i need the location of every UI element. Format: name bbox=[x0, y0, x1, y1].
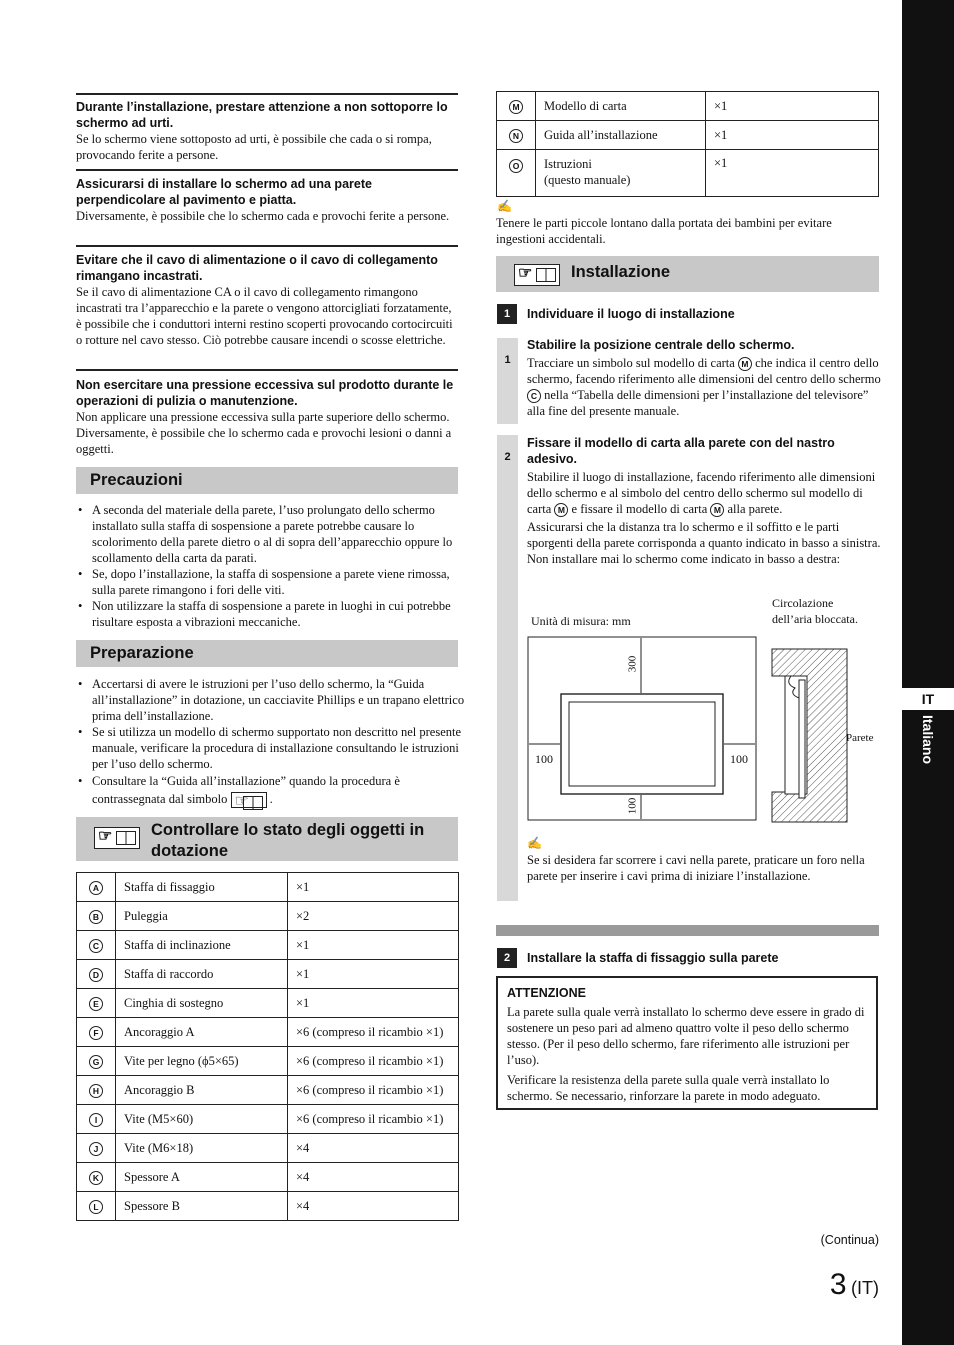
wall-label: Parete bbox=[846, 732, 874, 744]
item-name-detail: (questo manuale) bbox=[544, 173, 631, 187]
item-qty: ×1 bbox=[288, 960, 459, 989]
note-text: Tenere le parti piccole lontano dalla portata dei bambini per evitare ingestioni accidentali. bbox=[496, 216, 832, 246]
warning-title: Non esercitare una pressione eccessiva sul prodotto durante le operazioni di pulizia o manutenzione. bbox=[76, 378, 454, 408]
diagram-unit-label: Unità di misura: mm bbox=[531, 614, 631, 628]
language-label: Italiano bbox=[920, 715, 936, 765]
item-name: Istruzioni bbox=[544, 157, 592, 171]
item-name: Spessore A bbox=[116, 1163, 288, 1192]
table-row bbox=[77, 989, 459, 1018]
table-row bbox=[77, 960, 459, 989]
item-key: M bbox=[738, 357, 752, 371]
substep-bar: 2 bbox=[497, 435, 518, 901]
dimension-right: 100 bbox=[730, 752, 748, 766]
note-icon: ✍ bbox=[527, 836, 542, 850]
dimension-left: 100 bbox=[535, 752, 553, 766]
table-row bbox=[77, 1192, 459, 1221]
item-qty: ×4 bbox=[288, 1163, 459, 1192]
attention-box bbox=[496, 976, 878, 1110]
divider bbox=[76, 93, 458, 95]
items-table bbox=[76, 872, 459, 1221]
item-qty: ×1 bbox=[288, 873, 459, 902]
item-key: B bbox=[89, 910, 103, 924]
item-key: A bbox=[89, 881, 103, 895]
dimension-bottom: 100 bbox=[626, 797, 639, 815]
list-item: • A seconda del materiale della parete, l’uso prolungato dello schermo installato sulla staffa di sospensione a parete potrebbe causare lo scolorimento della parete dietro o al di sopra dell’apparecchio oppure lo scollamento della carta da parati. bbox=[92, 502, 476, 566]
item-key: C bbox=[527, 389, 541, 403]
item-qty: ×4 bbox=[288, 1192, 459, 1221]
section-heading-preparazione: Preparazione bbox=[76, 640, 458, 667]
note-icon: ✍ bbox=[497, 199, 512, 213]
preparazione-list bbox=[76, 676, 476, 808]
warning-block bbox=[76, 252, 460, 348]
attention-title: ATTENZIONE bbox=[507, 986, 586, 1000]
item-qty: ×2 bbox=[288, 902, 459, 931]
item-name: Staffa di inclinazione bbox=[116, 931, 288, 960]
table-row bbox=[77, 1163, 459, 1192]
warning-text: Non applicare una pressione eccessiva sulla parte superiore dello schermo. Diversamente, è possibile che lo schermo cada e provochi lesioni o danni a oggetti. bbox=[76, 410, 452, 456]
note-text: Se si desidera far scorrere i cavi nella parete, praticare un foro nella parete per inserire i cavi prima di iniziare l’installazione. bbox=[527, 853, 865, 883]
warning-text: Se lo schermo viene sottoposto ad urti, è possibile che cada o si rompa, provocando ferite a persone. bbox=[76, 132, 432, 162]
list-item: • Consultare la “Guida all’installazione” quando la procedura è contrassegnata dal simbolo ☞ . bbox=[92, 772, 476, 808]
substep-bar: 1 bbox=[497, 338, 518, 424]
item-name: Ancoraggio A bbox=[116, 1018, 288, 1047]
item-name: Guida all’installazione bbox=[536, 121, 706, 150]
item-qty: ×1 bbox=[288, 989, 459, 1018]
list-item: • Se, dopo l’installazione, la staffa di sospensione a parete viene rimossa, sulla parete rimangono i fori delle viti. bbox=[92, 566, 476, 598]
item-name: Puleggia bbox=[116, 902, 288, 931]
substep-title: Fissare il modello di carta alla parete con del nastro adesivo. bbox=[527, 436, 835, 466]
table-row bbox=[77, 1105, 459, 1134]
item-key: C bbox=[89, 939, 103, 953]
installation-guide-book-icon bbox=[231, 792, 267, 808]
substep-title: Stabilire la posizione centrale dello schermo. bbox=[527, 338, 795, 352]
list-item: • Se si utilizza un modello di schermo supportato non descritto nel presente manuale, verificare la procedura di installazione consultando le istruzioni per l’uso dello schermo. bbox=[92, 724, 476, 772]
installation-guide-book-icon bbox=[94, 827, 140, 849]
item-name: Vite (M5×60) bbox=[116, 1105, 288, 1134]
item-key: I bbox=[89, 1113, 103, 1127]
diagram-airflow-label: Circolazione dell’aria bloccata. bbox=[772, 596, 858, 626]
divider-bar bbox=[496, 925, 879, 936]
blocked-airflow-illustration bbox=[771, 648, 849, 824]
item-key: M bbox=[554, 503, 568, 517]
item-key: F bbox=[89, 1026, 103, 1040]
warning-block bbox=[76, 176, 460, 224]
table-row bbox=[497, 150, 879, 197]
item-name: Staffa di raccordo bbox=[116, 960, 288, 989]
installation-distance-diagram bbox=[527, 636, 759, 822]
step-number: 2 bbox=[497, 948, 517, 968]
side-tab bbox=[902, 0, 954, 1345]
item-key: L bbox=[89, 1200, 103, 1214]
item-qty: ×6 (compreso il ricambio ×1) bbox=[288, 1047, 459, 1076]
item-key: M bbox=[509, 100, 523, 114]
item-key: H bbox=[89, 1084, 103, 1098]
section-heading-installazione: ☞ Installazione bbox=[496, 256, 879, 292]
list-item: • Non utilizzare la staffa di sospensione a parete in luoghi in cui potrebbe risultare esposta a vibrazioni meccaniche. bbox=[92, 598, 476, 630]
item-key: M bbox=[710, 503, 724, 517]
section-heading-precauzioni: Precauzioni bbox=[76, 467, 458, 494]
list-item: • Accertarsi di avere le istruzioni per l’uso dello schermo, la “Guida all’installazione” in dotazione, un cacciavite Phillips e un trapano elettrico prima dell’installazione. bbox=[92, 676, 476, 724]
table-row bbox=[77, 1134, 459, 1163]
language-code: IT bbox=[902, 688, 954, 710]
item-qty: ×4 bbox=[288, 1134, 459, 1163]
items-table-continued bbox=[496, 91, 879, 197]
warning-block bbox=[76, 377, 460, 457]
item-name: Cinghia di sostegno bbox=[116, 989, 288, 1018]
item-name: Staffa di fissaggio bbox=[116, 873, 288, 902]
table-row bbox=[77, 902, 459, 931]
attention-text: Verificare la resistenza della parete sulla quale verrà installato lo schermo. Se necessario, rinforzare la parete in modo adeguato. bbox=[507, 1073, 830, 1103]
item-name: Spessore B bbox=[116, 1192, 288, 1221]
item-qty: ×6 (compreso il ricambio ×1) bbox=[288, 1076, 459, 1105]
warning-title: Evitare che il cavo di alimentazione o il cavo di collegamento rimangano incastrati. bbox=[76, 253, 438, 283]
substep-2: Fissare il modello di carta alla parete con del nastro adesivo. Stabilire il luogo di installazione, facendo riferimento alle dimensioni dello schermo e al simbolo del centro dello schermo sul modello di carta M e fissare il modello di carta M alla parete. Assicurarsi che la distanza tra lo schermo e il soffitto e le parti sporgenti della parete corrisponda a quanto indicato in basso a sinistra. Non installare mai lo schermo come indicato in basso a destra: bbox=[527, 436, 881, 566]
item-qty: ×1 bbox=[706, 121, 879, 150]
item-name: Modello di carta bbox=[536, 92, 706, 121]
item-qty: ×6 (compreso il ricambio ×1) bbox=[288, 1018, 459, 1047]
page-number: 3 (IT) bbox=[829, 1268, 879, 1301]
dimension-top: 300 bbox=[626, 655, 639, 673]
warning-text: Diversamente, è possibile che lo schermo cada e provochi ferite a persone. bbox=[76, 209, 450, 223]
table-row bbox=[77, 931, 459, 960]
warning-title: Durante l’installazione, prestare attenzione a non sottoporre lo schermo ad urti. bbox=[76, 100, 448, 130]
divider bbox=[76, 369, 458, 371]
attention-text: La parete sulla quale verrà installato lo schermo deve essere in grado di sostenere un peso pari ad almeno quattro volte il peso dello schermo stesso. (Per il peso dello schermo, fare riferimento alle istruzioni per l’uso). bbox=[507, 1005, 865, 1067]
table-row bbox=[497, 121, 879, 150]
step-title: Installare la staffa di fissaggio sulla parete bbox=[527, 951, 779, 965]
item-key: G bbox=[89, 1055, 103, 1069]
substep-1: Stabilire la posizione centrale dello schermo. Tracciare un simbolo sul modello di carta M che indica il centro dello schermo, facendo riferimento alle dimensioni del centro dello schermo C nella “Tabella delle dimensioni per l’installazione del televisore” alla fine del presente manuale. bbox=[527, 338, 881, 418]
item-name: Vite (M6×18) bbox=[116, 1134, 288, 1163]
item-qty: ×1 bbox=[288, 931, 459, 960]
warning-title: Assicurarsi di installare lo schermo ad una parete perpendicolare al pavimento e piatta. bbox=[76, 177, 372, 207]
item-name: Vite per legno (ϕ5×65) bbox=[116, 1047, 288, 1076]
item-qty: ×6 (compreso il ricambio ×1) bbox=[288, 1105, 459, 1134]
warning-text: Se il cavo di alimentazione CA o il cavo di collegamento rimangono incastrati tra l’apparecchio e la parete o vengono attorcigliati forzatamente, è possibile che i conduttori interni restino scoperti provocando cortocircuiti o rotture nel cavo stesso. Ciò potrebbe causare incendi o scosse elettriche. bbox=[76, 285, 453, 347]
step-title: Individuare il luogo di installazione bbox=[527, 307, 735, 321]
section-heading-controllare: ☞ Controllare lo stato degli oggetti in dotazione bbox=[76, 817, 458, 861]
table-row bbox=[497, 92, 879, 121]
item-key: O bbox=[509, 159, 523, 173]
table-row bbox=[77, 1076, 459, 1105]
continue-label: (Continua) bbox=[820, 1233, 879, 1247]
table-row bbox=[77, 1018, 459, 1047]
item-key: N bbox=[509, 129, 523, 143]
precauzioni-list bbox=[76, 502, 476, 630]
item-qty: ×1 bbox=[706, 150, 879, 197]
item-key: D bbox=[89, 968, 103, 982]
item-name: Ancoraggio B bbox=[116, 1076, 288, 1105]
table-row bbox=[77, 1047, 459, 1076]
step-number: 1 bbox=[497, 304, 517, 324]
item-qty: ×1 bbox=[706, 92, 879, 121]
warning-block bbox=[76, 99, 460, 163]
item-key: E bbox=[89, 997, 103, 1011]
divider bbox=[76, 245, 458, 247]
table-row bbox=[77, 873, 459, 902]
installation-guide-book-icon bbox=[514, 264, 560, 286]
item-key: J bbox=[89, 1142, 103, 1156]
divider bbox=[76, 169, 458, 171]
item-key: K bbox=[89, 1171, 103, 1185]
